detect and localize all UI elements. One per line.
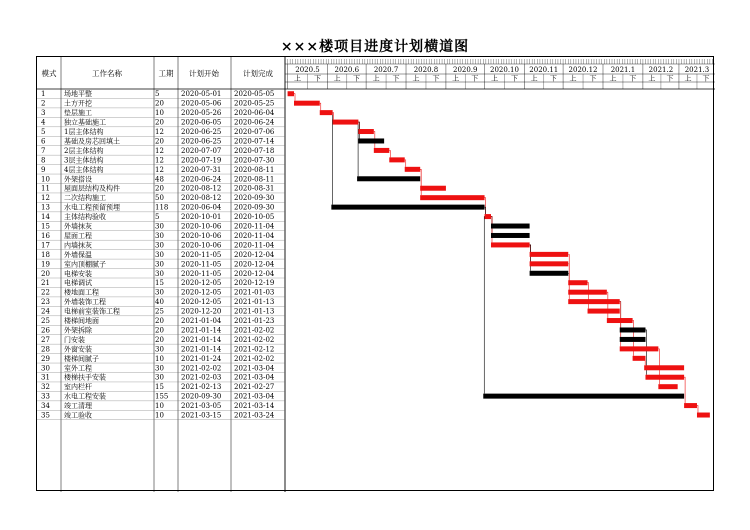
table-cell: 2020-10-01	[181, 213, 222, 222]
gantt-bar-2	[294, 101, 320, 106]
dependency-link	[491, 217, 492, 243]
table-cell: 3	[41, 109, 46, 118]
table-cell: 2020-11-05	[181, 250, 222, 259]
table-cell: 118	[155, 203, 169, 212]
table-cell: 12	[155, 165, 164, 174]
table-cell: 5	[155, 90, 160, 99]
dependency-link	[294, 94, 295, 101]
gantt-bar-19	[530, 261, 569, 266]
half-label: 下	[432, 74, 440, 83]
half-label: 下	[666, 74, 674, 83]
table-cell: 26	[41, 326, 50, 335]
table-cell: 20	[155, 335, 164, 344]
table-cell: 5	[41, 128, 46, 136]
table-cell: 2020-12-04	[234, 269, 275, 278]
gantt-bar-1	[288, 91, 294, 96]
table-cell: 2021-01-14	[181, 326, 222, 335]
table-cell: 2021-02-13	[181, 383, 222, 392]
gantt-bar-8	[389, 157, 404, 162]
table-cell: 独立基础施工	[64, 118, 106, 127]
table-cell: 20	[155, 317, 164, 325]
half-label: 下	[549, 74, 557, 83]
gantt-bar-17	[491, 242, 530, 247]
gantt-bar-6	[358, 138, 384, 143]
table-cell: 外架搭设	[64, 175, 92, 184]
table-cell: 2020-11-04	[234, 231, 275, 240]
table-cell: 2020-06-24	[234, 118, 275, 127]
table-header-0: 模式	[41, 69, 57, 78]
table-cell: 30	[41, 364, 50, 373]
table-cell: 2020-12-04	[234, 250, 275, 259]
dependency-link	[485, 207, 486, 214]
gantt-bar-11	[420, 186, 446, 191]
table-cell: 30	[155, 222, 164, 231]
table-cell: 2020-11-05	[181, 260, 222, 269]
table-cell: 22	[41, 288, 50, 297]
table-cell: 21	[41, 279, 50, 288]
table-cell: 30	[155, 241, 164, 250]
table-cell: 2020-06-25	[181, 137, 222, 146]
table-cell: 18	[41, 250, 50, 259]
gantt-bar-10	[357, 176, 420, 181]
table-cell: 30	[155, 231, 164, 240]
table-header-4: 计划完成	[243, 69, 273, 78]
table-cell: 40	[155, 298, 164, 307]
table-cell: 2020-05-25	[234, 99, 275, 108]
table-cell: 2021-02-12	[234, 345, 275, 354]
month-label: 2021.2	[648, 66, 674, 74]
table-cell: 2020-09-30	[181, 392, 222, 401]
table-cell: 14	[41, 213, 50, 222]
gantt-bar-31	[645, 375, 684, 380]
gantt-bar-30	[644, 365, 684, 370]
table-cell: 2020-11-04	[234, 241, 275, 250]
table-cell: 2021-03-04	[234, 364, 275, 373]
table-cell: 15	[155, 383, 164, 392]
gantt-bar-14	[485, 214, 491, 219]
dependency-link	[684, 377, 685, 403]
table-cell: 场地平整	[64, 90, 92, 99]
table-cell: 11	[41, 184, 50, 193]
table-cell: 2020-10-06	[181, 241, 222, 250]
table-cell: 15	[155, 279, 164, 288]
table-cell: 外架拆除	[64, 326, 92, 335]
gantt-bar-9	[405, 167, 420, 172]
table-cell: 2020-11-05	[181, 269, 222, 278]
table-cell: 2020-05-05	[234, 90, 275, 99]
half-label: 下	[510, 74, 518, 83]
table-cell: 32	[41, 383, 50, 392]
table-cell: 2021-01-03	[234, 288, 275, 297]
half-label: 下	[702, 74, 710, 83]
gantt-bar-25	[607, 318, 633, 323]
table-cell: 屋面工程	[64, 231, 92, 240]
table-cell: 2020-05-01	[181, 90, 222, 99]
table-cell: 2020-06-25	[181, 128, 222, 136]
table-cell: 内墙抹灰	[64, 241, 92, 250]
table-cell: 2020-08-12	[181, 184, 222, 193]
table-header-1: 工作名称	[92, 69, 122, 78]
gantt-bar-27	[620, 337, 646, 342]
table-cell: 27	[41, 335, 50, 344]
table-cell: 2021-01-13	[234, 298, 275, 307]
table-cell: 外墙装饰工程	[64, 298, 106, 307]
table-cell: 2020-08-11	[234, 175, 275, 184]
table-cell: 16	[41, 231, 50, 240]
chart-title: ×××楼项目进度计划横道图	[280, 39, 470, 55]
table-cell: 2020-07-14	[234, 137, 275, 146]
table-header-3: 计划开始	[189, 69, 219, 78]
half-label: 上	[530, 74, 538, 83]
table-cell: 2020-06-04	[234, 109, 275, 118]
dependency-link	[320, 103, 321, 110]
table-cell: 10	[155, 354, 164, 363]
table-cell: 2021-01-14	[181, 345, 222, 354]
gantt-bar-3	[320, 110, 333, 115]
table-cell: 30	[155, 250, 164, 259]
table-cell: 20	[155, 326, 164, 335]
table-cell: 2020-07-31	[181, 165, 222, 174]
table-cell: 2020-12-05	[181, 288, 222, 297]
table-cell: 室内栏杆	[64, 383, 92, 392]
table-cell: 25	[155, 307, 164, 316]
half-label: 上	[452, 74, 460, 83]
table-cell: 13	[41, 203, 50, 212]
table-cell: 29	[41, 354, 50, 363]
table-cell: 外墙保温	[64, 250, 92, 259]
table-cell: 50	[155, 194, 164, 203]
table-cell: 2020-10-06	[181, 222, 222, 231]
table-cell: 土方开挖	[64, 99, 92, 108]
table-cell: 2021-03-24	[234, 411, 275, 420]
table-cell: 35	[41, 411, 50, 420]
table-cell: 室外工程	[64, 364, 92, 373]
table-cell: 1层主体结构	[64, 128, 104, 136]
table-cell: 19	[41, 260, 50, 269]
table-cell: 垫层施工	[64, 109, 92, 118]
table-cell: 2层主体结构	[64, 146, 104, 155]
dependency-link	[588, 283, 589, 309]
table-cell: 2020-10-05	[234, 213, 275, 222]
table-cell: 2020-07-07	[181, 146, 222, 155]
table-cell: 门安装	[64, 335, 85, 344]
month-label: 2020.11	[529, 66, 559, 74]
table-cell: 20	[155, 118, 164, 127]
table-cell: 2020-11-04	[234, 222, 275, 231]
gantt-bar-32	[658, 384, 677, 389]
table-cell: 2021-02-02	[234, 354, 275, 363]
gantt-bar-22	[568, 290, 607, 295]
table-cell: 2021-02-02	[234, 326, 275, 335]
gantt-bar-29	[633, 356, 646, 361]
table-cell: 外墙抹灰	[64, 222, 92, 231]
gantt-frame	[36, 56, 714, 491]
table-cell: 2020-08-31	[234, 184, 275, 193]
gantt-bar-20	[530, 271, 569, 276]
table-cell: 2020-08-11	[234, 165, 275, 174]
table-cell: 24	[41, 307, 50, 316]
half-label: 上	[294, 74, 302, 83]
table-cell: 楼梯间地面	[64, 317, 99, 325]
table-cell: 2021-03-14	[234, 402, 275, 411]
gantt-bar-33	[483, 394, 684, 399]
dependency-link	[420, 169, 421, 195]
table-cell: 电梯调试	[64, 279, 92, 288]
table-cell: 30	[155, 260, 164, 269]
table-cell: 2021-01-14	[181, 335, 222, 344]
table-cell: 8	[41, 156, 46, 165]
table-cell: 2020-12-04	[234, 260, 275, 269]
table-cell: 外窗安装	[64, 345, 92, 354]
table-cell: 2020-05-06	[181, 99, 222, 108]
gantt-bar-23	[568, 299, 619, 304]
dependency-link	[697, 406, 698, 413]
table-cell: 2020-10-06	[181, 231, 222, 240]
table-cell: 12	[41, 194, 50, 203]
table-cell: 12	[155, 146, 164, 155]
table-cell: 2020-06-04	[181, 203, 222, 212]
month-label: 2020.6	[334, 66, 360, 74]
table-cell: 水电工程安装	[64, 392, 106, 401]
table-cell: 3层主体结构	[64, 156, 104, 165]
table-cell: 电梯安装	[64, 269, 92, 278]
table-cell: 6	[41, 137, 46, 146]
table-cell: 2021-02-02	[181, 364, 222, 373]
table-cell: 15	[41, 222, 50, 231]
half-label: 上	[684, 74, 692, 83]
table-cell: 2020-07-30	[234, 156, 275, 165]
table-cell: 二次结构施工	[64, 194, 106, 203]
table-cell: 室内顶棚腻子	[64, 260, 106, 269]
table-cell: 2020-12-05	[181, 279, 222, 288]
table-cell: 基础及房芯回填土	[64, 137, 120, 146]
gantt-bar-28	[620, 346, 659, 351]
table-cell: 2020-09-30	[234, 203, 275, 212]
table-cell: 2020-12-19	[234, 279, 275, 288]
table-cell: 23	[41, 298, 50, 307]
gantt-bar-5	[358, 129, 373, 134]
table-cell: 楼梯间腻子	[64, 354, 99, 363]
table-cell: 楼地面工程	[64, 288, 99, 297]
half-label: 下	[589, 74, 597, 83]
table-cell: 2020-08-12	[181, 194, 222, 203]
dependency-link	[333, 113, 334, 120]
table-cell: 30	[155, 364, 164, 373]
table-cell: 2020-07-19	[181, 156, 222, 165]
table-cell: 2020-09-30	[234, 194, 275, 203]
table-cell: 2021-03-05	[181, 402, 222, 411]
month-label: 2020.5	[295, 66, 320, 74]
table-cell: 20	[155, 99, 164, 108]
table-cell: 48	[155, 175, 164, 184]
table-cell: 30	[155, 345, 164, 354]
half-label: 下	[471, 74, 479, 83]
gantt-bar-24	[588, 309, 620, 314]
table-cell: 20	[41, 269, 50, 278]
gantt-bar-35	[697, 413, 710, 418]
dependency-link	[607, 292, 608, 318]
half-label: 上	[372, 74, 380, 83]
gantt-bar-15	[491, 224, 530, 229]
table-cell: 2020-05-26	[181, 109, 222, 118]
month-label: 2020.12	[568, 66, 598, 74]
table-cell: 2021-01-13	[234, 307, 275, 316]
gantt-bar-13	[331, 205, 484, 210]
table-cell: 主体结构验收	[64, 213, 106, 222]
table-cell: 5	[155, 213, 160, 222]
table-cell: 20	[155, 184, 164, 193]
table-cell: 10	[155, 109, 164, 118]
table-cell: 9	[41, 165, 46, 174]
table-cell: 7	[41, 146, 46, 155]
gantt-bar-34	[684, 403, 697, 408]
table-cell: 2020-12-20	[181, 307, 222, 316]
table-cell: 2021-03-04	[234, 373, 275, 382]
table-cell: 20	[155, 137, 164, 146]
half-label: 上	[609, 74, 617, 83]
table-cell: 25	[41, 317, 50, 325]
half-label: 上	[333, 74, 341, 83]
table-cell: 水电工程预留预埋	[64, 203, 120, 212]
table-cell: 30	[155, 373, 164, 382]
table-cell: 30	[155, 288, 164, 297]
table-cell: 2020-06-24	[181, 175, 222, 184]
table-cell: 2020-12-05	[181, 298, 222, 307]
gantt-bar-7	[374, 148, 389, 153]
dependency-link	[389, 150, 390, 157]
table-cell: 2021-02-02	[234, 335, 275, 344]
month-label: 2020.9	[452, 66, 478, 74]
table-cell: 31	[41, 373, 50, 382]
table-cell: 33	[41, 392, 50, 401]
table-cell: 10	[155, 402, 164, 411]
gantt-bar-16	[491, 233, 530, 238]
table-cell: 34	[41, 402, 50, 411]
table-cell: 屋面层结构及构件	[64, 184, 120, 193]
table-cell: 竣工验收	[64, 411, 92, 420]
table-cell: 2020-07-06	[234, 128, 275, 136]
table-cell: 10	[155, 411, 164, 420]
table-cell: 12	[155, 128, 164, 136]
table-cell: 28	[41, 345, 50, 354]
half-label: 上	[569, 74, 577, 83]
half-label: 下	[392, 74, 400, 83]
table-cell: 2021-01-24	[181, 354, 222, 363]
month-label: 2020.7	[373, 66, 399, 74]
table-cell: 17	[41, 241, 50, 250]
table-cell: 30	[155, 269, 164, 278]
gantt-bar-18	[530, 252, 569, 257]
table-header-2: 工期	[158, 69, 174, 78]
table-cell: 12	[155, 156, 164, 165]
table-cell: 楼梯扶手安装	[64, 373, 106, 382]
half-label: 上	[412, 74, 420, 83]
dependency-link	[484, 217, 491, 394]
month-label: 2021.3	[684, 66, 710, 74]
table-cell: 2021-01-04	[181, 317, 222, 325]
table-cell: 电梯前室装饰工程	[64, 307, 120, 316]
gantt-svg	[37, 57, 715, 492]
half-label: 上	[491, 74, 499, 83]
half-label: 下	[352, 74, 360, 83]
gantt-bar-12	[420, 195, 484, 200]
month-label: 2021.1	[610, 66, 636, 74]
table-cell: 10	[41, 175, 50, 184]
half-label: 上	[648, 74, 656, 83]
dependency-link	[405, 160, 406, 167]
table-cell: 2021-01-23	[234, 317, 275, 325]
table-cell: 竣工清理	[64, 402, 92, 411]
half-label: 下	[314, 74, 322, 83]
gantt-bar-21	[568, 280, 587, 285]
month-label: 2020.8	[413, 66, 439, 74]
half-label: 下	[629, 74, 637, 83]
gantt-bar-26	[620, 327, 646, 332]
table-cell: 1	[41, 90, 46, 99]
table-cell: 2020-07-18	[234, 146, 275, 155]
table-cell: 2021-02-03	[181, 373, 222, 382]
month-label: 2020.10	[490, 66, 519, 74]
table-cell: 2021-03-04	[234, 392, 275, 401]
table-cell: 2021-03-15	[181, 411, 222, 420]
dependency-link	[530, 245, 531, 271]
table-cell: 4层主体结构	[64, 165, 104, 174]
table-cell: 155	[155, 392, 169, 401]
table-cell: 2020-06-05	[181, 118, 222, 127]
table-cell: 4	[41, 118, 46, 127]
table-cell: 2021-02-27	[234, 383, 275, 392]
gantt-bar-4	[333, 120, 359, 125]
table-cell: 2	[41, 99, 46, 108]
